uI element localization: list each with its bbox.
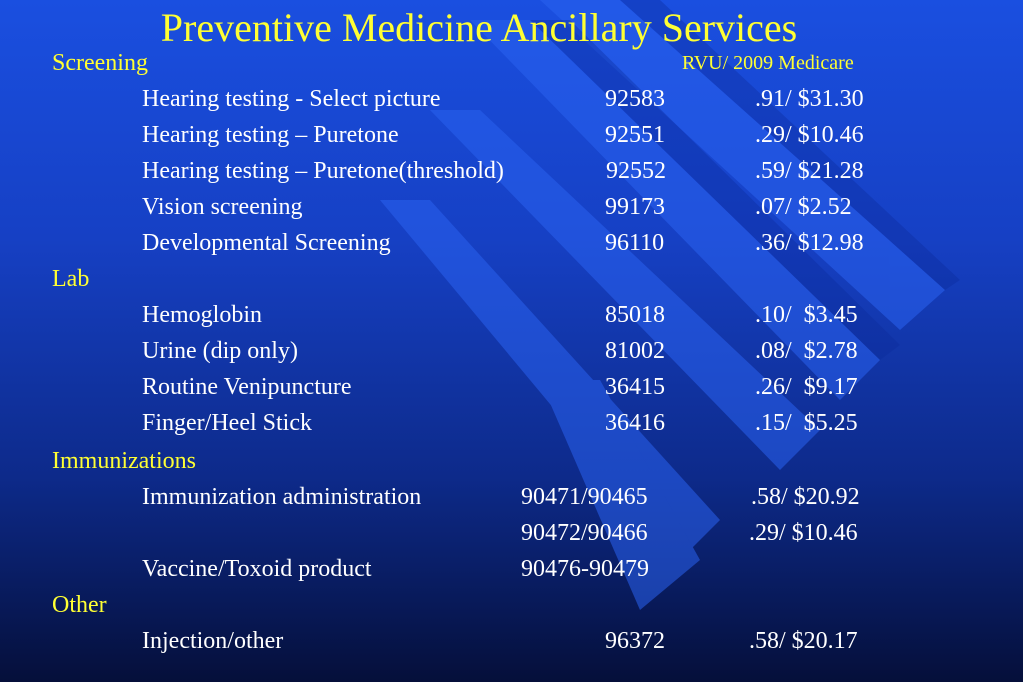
- cpt-code: 92552: [606, 158, 666, 184]
- service-name: Urine (dip only): [142, 338, 298, 364]
- service-name: Routine Venipuncture: [142, 374, 352, 400]
- cpt-code: 36415: [605, 374, 665, 400]
- table-row: [0, 628, 1023, 658]
- cpt-code: 92551: [605, 122, 665, 148]
- rvu-value: .07/ $2.52: [755, 194, 852, 220]
- rvu-value: .58/ $20.92: [751, 484, 860, 510]
- service-name: Finger/Heel Stick: [142, 410, 312, 436]
- table-row: [0, 194, 1023, 224]
- cpt-code: 36416: [605, 410, 665, 436]
- service-name: Immunization administration: [142, 484, 422, 510]
- rvu-value: .29/ $10.46: [755, 122, 864, 148]
- service-name: Hearing testing - Select picture: [142, 86, 441, 112]
- rvu-value: .36/ $12.98: [755, 230, 864, 256]
- service-name: Hearing testing – Puretone(threshold): [142, 158, 504, 184]
- service-name: Injection/other: [142, 628, 284, 654]
- cpt-code: 92583: [605, 86, 665, 112]
- service-name: Developmental Screening: [142, 230, 391, 256]
- cpt-code: 96110: [605, 230, 665, 256]
- cpt-code: 90471/90465: [521, 484, 648, 510]
- table-row: [0, 86, 1023, 116]
- table-row: [0, 158, 1023, 188]
- service-name: Vision screening: [142, 194, 303, 220]
- section-other-label: Other: [52, 592, 107, 618]
- table-row: [0, 520, 1023, 550]
- service-name: Vaccine/Toxoid product: [142, 556, 372, 582]
- rvu-value: .29/ $10.46: [749, 520, 858, 546]
- section-screening-label: Screening: [52, 50, 148, 76]
- cpt-code: 99173: [605, 194, 665, 220]
- rvu-value: .08/ $2.78: [755, 338, 858, 364]
- section-lab-label: Lab: [52, 266, 90, 292]
- service-name: Hearing testing – Puretone: [142, 122, 399, 148]
- page-title: Preventive Medicine Ancillary Services: [160, 5, 798, 50]
- table-row: [0, 374, 1023, 404]
- rvu-value: .59/ $21.28: [755, 158, 864, 184]
- table-row: [0, 484, 1023, 514]
- table-row: [0, 556, 1023, 586]
- rvu-column-header: RVU/ 2009 Medicare: [682, 52, 854, 74]
- rvu-value: .26/ $9.17: [755, 374, 858, 400]
- rvu-value: .58/ $20.17: [749, 628, 858, 654]
- cpt-code: 85018: [605, 302, 665, 328]
- table-row: [0, 410, 1023, 440]
- section-immunizations-label: Immunizations: [52, 448, 196, 474]
- rvu-value: .91/ $31.30: [755, 86, 864, 112]
- table-row: [0, 338, 1023, 368]
- table-row: [0, 230, 1023, 260]
- rvu-value: .10/ $3.45: [755, 302, 858, 328]
- cpt-code: 90476-90479: [521, 556, 649, 582]
- cpt-code: 90472/90466: [521, 520, 648, 546]
- table-row: [0, 122, 1023, 152]
- rvu-value: .15/ $5.25: [755, 410, 858, 436]
- cpt-code: 81002: [605, 338, 665, 364]
- service-name: Hemoglobin: [142, 302, 262, 328]
- table-row: [0, 302, 1023, 332]
- cpt-code: 96372: [605, 628, 665, 654]
